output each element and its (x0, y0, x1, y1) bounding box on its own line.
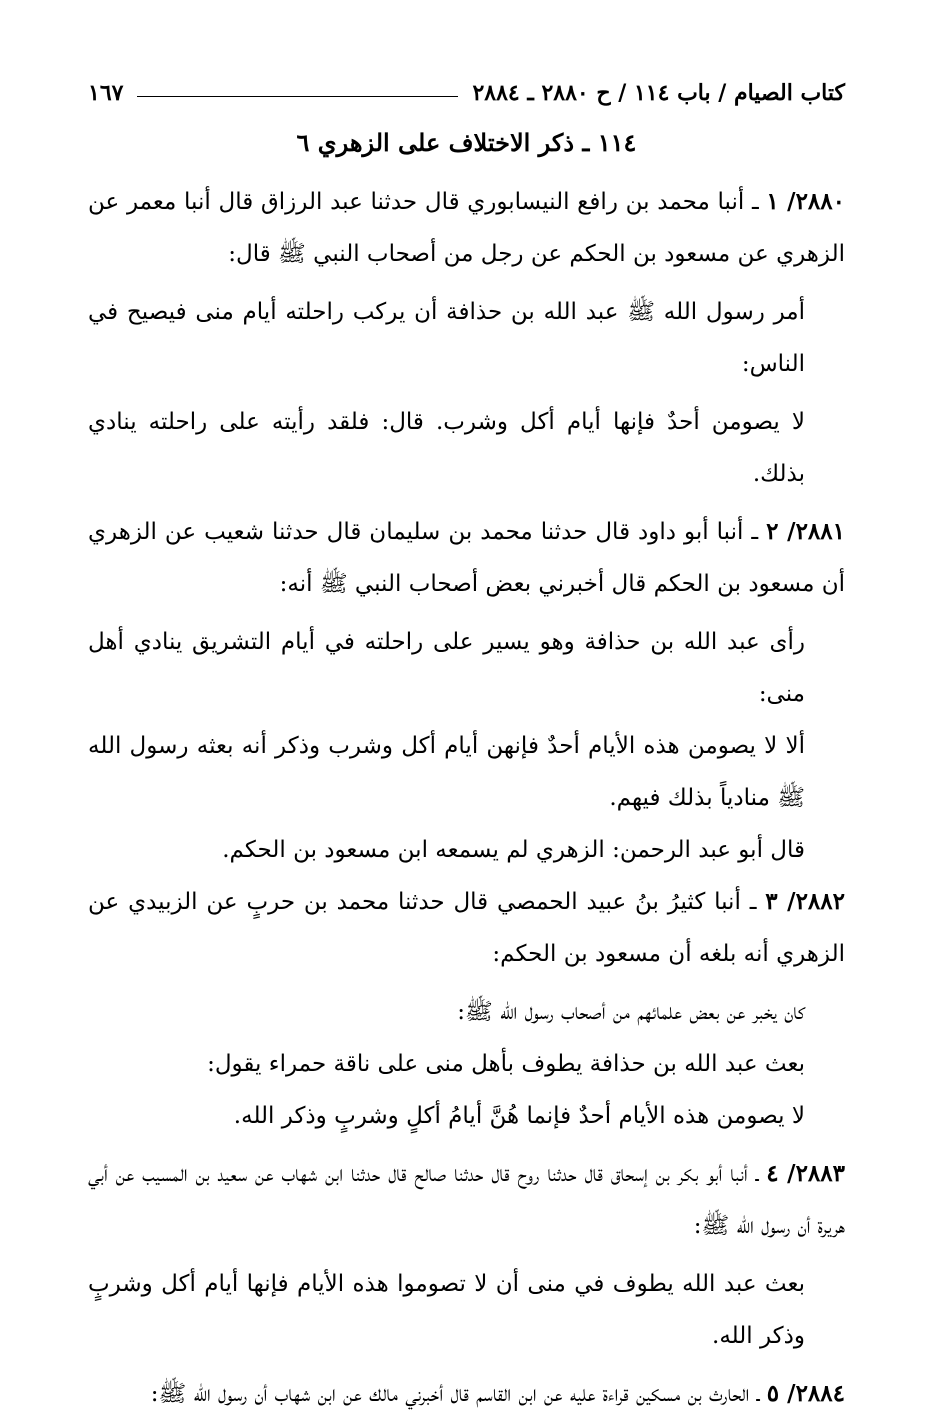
hadith-number: ٢٨٨٠/ ١ (766, 188, 845, 215)
hadith-isnad: ـ أنبا كثيرُ بنُ عبيد الحمصي قال حدثنا محمد بن حربٍ عن الزبيدي عن الزهري أنه بلغه أن مسعود بن الحكم: (88, 889, 845, 967)
hadith-text: بعث عبد الله بن حذافة يطوف بأهل منى على ناقة حمراء يقول: (207, 1051, 805, 1077)
hadith-text: رأى عبد الله بن حذافة وهو يسير على راحلته في أيام التشريق ينادي أهل منى: (88, 629, 805, 707)
page-number: ١٦٧ (88, 80, 124, 106)
hadith-text: بعث عبد الله يطوف في منى أن لا تصوموا هذه الأيام فإنها أيام أكل وشربٍ وذكر الله. (88, 1271, 805, 1349)
hadith-number: ٢٨٨٣/ ٤ (766, 1160, 845, 1187)
header-rule (137, 96, 458, 97)
hadith-entry-2881 (88, 506, 845, 610)
hadith-text: لا يصومن هذه الأيام أحدٌ فإنما هُنَّ أيامُ أكلٍ وشربٍ وذكر الله. (233, 1103, 805, 1129)
hadith-entry-2883 (88, 1148, 845, 1252)
hadith-entry-2882 (88, 876, 845, 980)
running-header (88, 72, 845, 114)
hadith-isnad: ـ الحارث بن مسكين قراءة عليه عن ابن القاسم قال أخبرني مالك عن ابن شهاب أن رسول الله ﷺ: (150, 1381, 767, 1407)
running-title: كتاب الصيام / باب ١١٤ / ح ٢٨٨٠ ـ ٢٨٨٤ (472, 80, 845, 106)
section-title: ١١٤ ـ ذكر الاختلاف على الزهري ٦ (296, 128, 637, 157)
author-comment: قال أبو عبد الرحمن: الزهري لم يسمعه ابن مسعود بن الحكم. (222, 837, 805, 863)
hadith-text: كان يخبر عن بعض علمائهم من أصحاب رسول الله ﷺ: (457, 999, 805, 1025)
hadith-isnad: ـ أنبا محمد بن رافع النيسابوري قال حدثنا عبد الرزاق قال أنبا معمر عن الزهري عن مسعود بن الحكم عن رجل من أصحاب النبي ﷺ قال: (88, 189, 845, 267)
hadith-number: ٢٨٨٤/ ٥ (766, 1380, 845, 1407)
hadith-number: ٢٨٨١/ ٢ (766, 518, 845, 545)
hadith-text: لا يصومن أحدٌ فإنها أيام أكل وشرب. قال: فلقد رأيته على راحلته ينادي بذلك. (88, 409, 805, 487)
hadith-text: ألا لا يصومن هذه الأيام أحدٌ فإنهن أيام أكل وشرب وذكر أنه بعثه رسول الله ﷺ منادياً بذلك فيهم. (88, 733, 805, 811)
book-page (88, 72, 845, 1420)
hadith-isnad: ـ أنبا أبو داود قال حدثنا محمد بن سليمان قال حدثنا شعيب عن الزهري أن مسعود بن الحكم قال أخبرني بعض أصحاب النبي ﷺ أنه: (88, 519, 845, 597)
hadith-text: أمر رسول الله ﷺ عبد الله بن حذافة أن يركب راحلته أيام منى فيصيح في الناس: (88, 299, 805, 377)
hadith-entry-2880 (88, 176, 845, 280)
hadith-isnad: ـ أنبا أبو بكر بن إسحاق قال حدثنا روح قال حدثنا صالح قال حدثنا ابن شهاب عن سعيد بن المسيب عن أبي هريرة أن رسول الله ﷺ: (88, 1161, 845, 1239)
hadith-entry-2884 (88, 1368, 845, 1420)
hadith-number: ٢٨٨٢/ ٣ (765, 888, 845, 915)
